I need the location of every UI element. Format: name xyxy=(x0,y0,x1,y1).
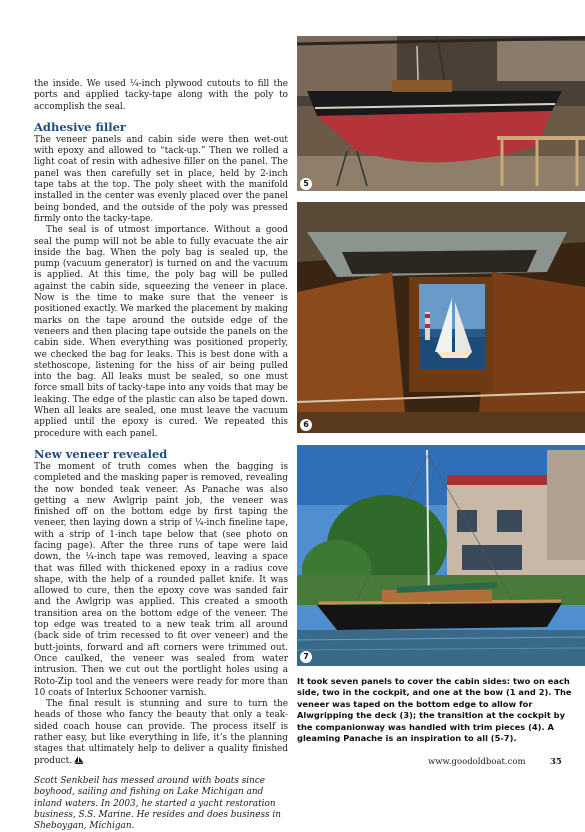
sailboat-end-mark-icon xyxy=(74,756,84,764)
photo-number-badge: 7 xyxy=(300,651,312,663)
photo-caption: It took seven panels to cover the cabin sides: two on each side, two in the cockpit, and one at the bow (1 and 2). The veneer was taped on the bottom edge to allow for Alwgripping the deck (3); the transition at the cockpit by the companionway was handled with trim pieces (4). A gleaming Panache is an inspiration to all (5-7). xyxy=(297,676,572,744)
photo-5-hull-in-shed xyxy=(297,36,585,191)
final-paragraph-text: The final result is stunning and sure to turn the heads of those who fancy the beauty that only a teak-sided coach house can provide. The process itself is rather easy, but like everything in life, it’s the planning stages that ultimately help to deliver a quality finished product. xyxy=(34,699,288,766)
section-heading-new-veneer-revealed: New veneer revealed xyxy=(34,446,168,461)
author-bio: Scott Senkbeil has messed around with boats since boyhood, sailing and fishing on Lake Michigan and inland waters. In 2003, he started a yacht restoration business, S.S. Marine. He resides and does business in Sheboygan, Michigan. xyxy=(34,775,281,832)
article-text-column xyxy=(34,79,288,832)
photo-5-image xyxy=(297,36,585,191)
body-paragraph: The moment of truth comes when the bagging is completed and the masking paper is removed, revealing the now bonded teak veneer. As Panache was also getting a new Awlgrip paint job, the veneer was finished off on the bottom edge by first taping the veneer, then laying down a strip of ¼-inch fineline tape, with a strip of 1-inch tape below that (see photo on facing page). After the three runs of tape were laid down, the ¼-inch tape was removed, leaving a space that was filled with thickened epoxy in a radius cove shape, with the help of a rounded pallet knife. It was allowed to cure, then the epoxy cove was sanded fair and the Awlgrip was applied. This created a smooth transition area on the bottom edge of the veneer. The top edge was treated to a new teak trim all around (back side of trim recessed to fit over veneer) and the butt-joints, forward and aft corners were trimmed out. Once caulked, the veneer was sealed from water intrusion. Then we cut out the portlight holes using a Roto-Zip tool and the veneers were ready for more than 10 coats of Interlux Schooner varnish. xyxy=(34,461,288,698)
body-paragraph: The seal is of utmost importance. Without a good seal the pump will not be able to fully evacuate the air inside the bag. When the poly bag is sealed up, the pump (vacuum generator) is turned on and the vacuum is applied. At this time, the poly bag will be pulled against the cabin side, squeezing the veneer in place. Now is the time to make sure that the veneer is positioned exactly. We marked the placement by making marks on the tape around the outside edge of the veneers and then placing tape outside the panels on the cabin side. When everything was positioned properly, we checked the bag for leaks. This is best done with a stethoscope, listening for the hiss of air being pulled into the bag. All leaks must be sealed, so one must force small bits of tacky-tape into any voids that may be leaking. The edge of the plastic can also be taped down. When all leaks are sealed, one must leave the vacuum applied until the epoxy is cured. We repeated this procedure with each panel. xyxy=(34,225,288,439)
photo-7-panache-at-dock xyxy=(297,445,585,666)
photo-7-image xyxy=(297,445,585,666)
photo-6-cockpit-companionway xyxy=(297,202,585,433)
page-number: 35 xyxy=(550,757,562,767)
body-paragraph-final xyxy=(34,699,288,767)
section-heading-adhesive-filler: Adhesive filler xyxy=(34,119,126,134)
photo-6-image xyxy=(297,202,585,433)
photo-number-badge: 6 xyxy=(300,419,312,431)
footer-url: www.goodoldboat.com xyxy=(428,757,526,767)
intro-paragraph: the inside. We used ¼-inch plywood cutouts to fill the ports and applied tacky-tape along with the poly to accomplish the seal. xyxy=(34,79,288,112)
body-paragraph: The veneer panels and cabin side were then wet-out with epoxy and allowed to “tack-up.” Then we rolled a light coat of resin with adhesive filler on the panel. The panel was then carefully set in place, held by 2-inch tape tabs at the top. The poly sheet with the manifold installed in the center was evenly placed over the panel being bonded, and the outside of the poly was pressed firmly onto the tacky-tape. xyxy=(34,134,288,224)
photo-number-badge: 5 xyxy=(300,178,312,190)
